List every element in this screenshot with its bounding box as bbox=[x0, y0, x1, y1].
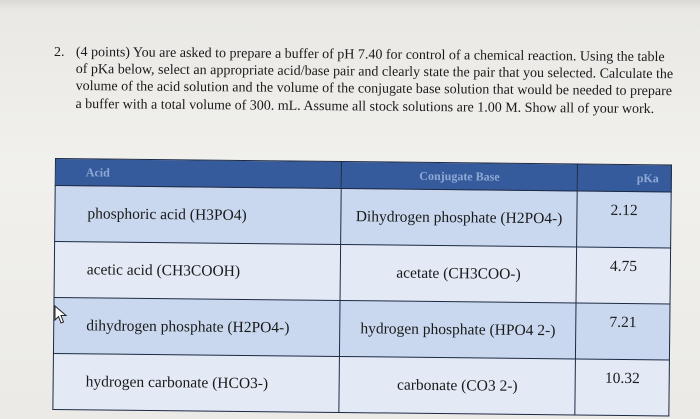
acid-cell: acetic acid (CH3COOH) bbox=[54, 242, 341, 301]
base-cell: hydrogen phosphate (HPO4 2-) bbox=[340, 300, 577, 358]
base-cell: carbonate (CO3 2-) bbox=[339, 356, 576, 414]
question-points: (4 points) bbox=[75, 44, 131, 61]
question-text bbox=[75, 44, 676, 118]
pka-table bbox=[52, 158, 672, 416]
acid-cell: dihydrogen phosphate (H2PO4-) bbox=[53, 297, 340, 356]
header-pka: pKa bbox=[577, 164, 671, 192]
table-row bbox=[54, 242, 671, 304]
pka-cell: 10.32 bbox=[575, 359, 669, 416]
table-row bbox=[53, 297, 670, 359]
pka-cell: 4.75 bbox=[576, 247, 670, 304]
pka-table-container bbox=[53, 158, 672, 395]
acid-cell: phosphoric acid (H3PO4) bbox=[55, 186, 342, 245]
mouse-cursor-icon bbox=[54, 305, 68, 325]
question-number: 2. bbox=[54, 45, 65, 60]
page-shadow bbox=[0, 0, 700, 10]
header-conjugate-base: Conjugate Base bbox=[341, 162, 577, 191]
header-acid: Acid bbox=[55, 159, 341, 189]
acid-cell: hydrogen carbonate (HCO3-) bbox=[53, 353, 340, 412]
question-body: You are asked to prepare a buffer of pH 7.40 for control of a chemical reaction. Using the table of pKa below, select an appropriate acid/base pair and clearly state the pair that you selected. Calculate the volume of the acid solution and the volume of the conjugate base solution that would be needed to prepare a buffer with a total volume of 300. mL. Assume all stock solutions are 1.00 M. Show all of your work. bbox=[75, 45, 674, 117]
pka-cell: 7.21 bbox=[576, 303, 670, 360]
base-cell: Dihydrogen phosphate (H2PO4-) bbox=[341, 188, 578, 246]
table-row bbox=[53, 353, 670, 415]
table-row bbox=[55, 186, 672, 248]
base-cell: acetate (CH3COO-) bbox=[340, 244, 577, 302]
pka-cell: 2.12 bbox=[577, 191, 671, 248]
